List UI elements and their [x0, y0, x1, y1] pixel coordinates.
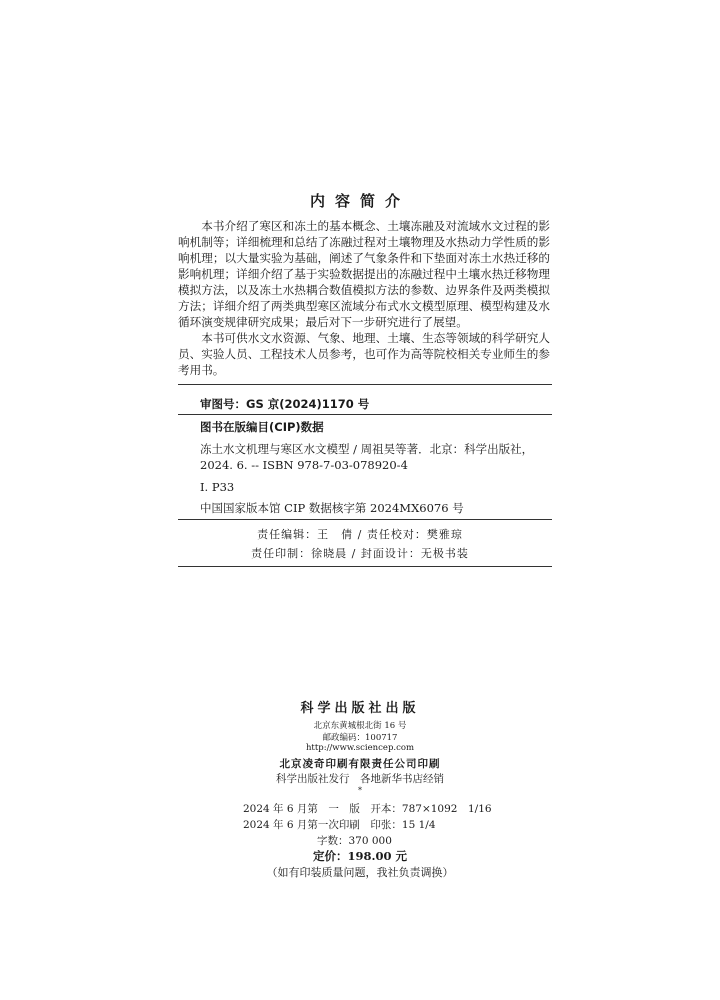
cip-classification: Ⅰ. P33: [200, 480, 235, 494]
cip-isbn-line: 2024. 6. -- ISBN 978-7-03-078920-4: [200, 458, 408, 472]
price: 定价：198.00 元: [312, 849, 407, 863]
summary-title: 内容简介: [309, 192, 410, 210]
summary-paragraph-1: 本书介绍了寒区和冻土的基本概念、土壤冻融及对流域水文过程的影响机制等；详细梳理和总结了冻融过程对土壤物理及水热动力学性质的影响机理；以大量实验为基础，阐述了气象条件和下垫面对冻土水热迁移的影响机理；详细介绍了基于实验数据提出的冻融过程中土壤水热迁移物理模拟方法，以及冻土水热耦合数值模拟方法的参数、边界条件及两类模拟方法；详细介绍了两类典型寒区流域分布式水文模型原理、模型构建及水循环演变规律研究成果；最后对下一步研究进行了展望。: [178, 219, 550, 329]
map-approval-number: 审图号：GS 京(2024)1170 号: [200, 397, 370, 411]
editor-credits: 责任编辑：王 倩 / 责任校对：樊雅琼: [257, 528, 463, 541]
word-count: 字数：370 000: [317, 835, 392, 847]
divider: [178, 519, 552, 520]
divider: [178, 414, 552, 415]
publisher-name: 科学出版社出版: [300, 701, 420, 716]
divider: [178, 384, 552, 385]
printer: 北京凌奇印刷有限责任公司印刷: [279, 758, 441, 770]
quality-notice: （如有印装质量问题，我社负责调换）: [266, 866, 454, 879]
website: http://www.sciencep.com: [305, 743, 415, 753]
summary-paragraph-2: 本书可供水文水资源、气象、地理、土壤、生态等领域的科学研究人员、实验人员、工程技术人员参考，也可作为高等院校相关专业师生的参考用书。: [178, 331, 550, 377]
summary-text: [178, 218, 550, 378]
cip-record-number: 中国国家版本馆 CIP 数据核字第 2024MX6076 号: [200, 501, 464, 515]
production-credits: 责任印制：徐晓晨 / 封面设计：无极书装: [251, 547, 469, 560]
edition-line: 2024 年 6 月第 一 版 开本：787×1092 1/16: [243, 803, 492, 815]
divider: [178, 566, 552, 567]
distribution: 科学出版社发行 各地新华书店经销: [276, 773, 444, 785]
publisher-address: 北京东黄城根北街 16 号: [313, 721, 407, 731]
cip-title-line: 冻土水文机理与寒区水文模型 / 周祖昊等著．北京：科学出版社，: [200, 442, 534, 456]
cip-heading: 图书在版编目(CIP)数据: [200, 420, 324, 434]
printing-line: 2024 年 6 月第一次印刷 印张：15 1/4: [243, 819, 436, 831]
separator-star: *: [358, 786, 362, 795]
postcode: 邮政编码：100717: [322, 733, 398, 743]
